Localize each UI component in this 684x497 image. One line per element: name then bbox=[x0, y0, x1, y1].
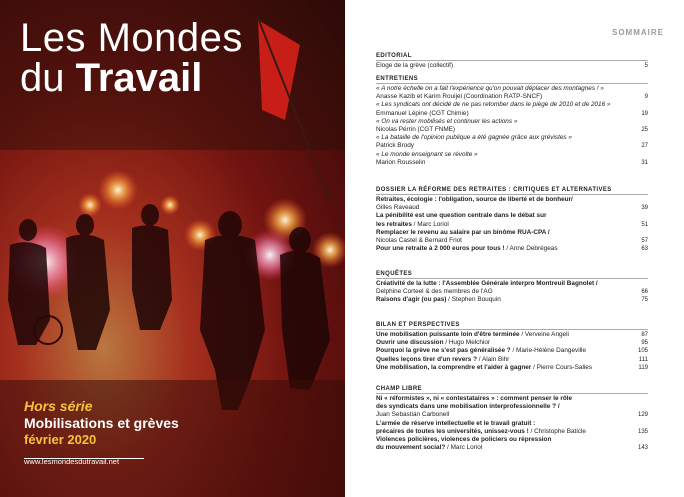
entry-text: Ouvrir une discussion bbox=[376, 339, 444, 347]
toc-entry[interactable]: Retraites, écologie : l'obligation, source de liberté et de bonheur/ bbox=[376, 196, 573, 203]
title-word-du: du bbox=[20, 56, 65, 100]
section-editorial bbox=[376, 53, 648, 70]
separator: / bbox=[510, 347, 517, 355]
toc-entry[interactable] bbox=[376, 245, 648, 253]
entry-text: Pourquoi la grève ne s'est pas généralisée ? bbox=[376, 347, 511, 355]
entry-author: Juan Sebastián Carbonell bbox=[376, 411, 450, 419]
separator: / bbox=[445, 444, 451, 452]
section-champ-libre bbox=[376, 386, 648, 452]
entry-text: précaires de toutes les universités, unissez-vous ! bbox=[376, 427, 529, 435]
toc-entry-author bbox=[376, 411, 648, 419]
entry-author: Nicolas Pérrin (CGT FNME) bbox=[376, 126, 456, 134]
table-of-contents bbox=[376, 0, 676, 497]
toc-entry[interactable] bbox=[376, 296, 648, 304]
toc-entry-cont: des syndicats dans une mobilisation interprofessionnelle ? / bbox=[376, 403, 560, 411]
page-number: 75 bbox=[641, 297, 648, 304]
toc-entry[interactable]: Violences policières, violences de policiers ou répression bbox=[376, 436, 552, 444]
page-number: 119 bbox=[638, 364, 648, 371]
toc-entry-cont bbox=[376, 428, 648, 436]
page-number: 25 bbox=[641, 127, 648, 134]
entry-text: Raisons d'agir (ou pas) bbox=[376, 296, 447, 304]
separator: / bbox=[446, 296, 452, 304]
entry-text: Une mobilisation puissante loin d'être terminée bbox=[376, 331, 520, 338]
page-number: 143 bbox=[637, 445, 648, 452]
section-dossier bbox=[376, 187, 648, 253]
toc-entry[interactable]: Ni « réformistes », ni « contestataires » : comment penser le rôle bbox=[376, 395, 573, 402]
title-line1: Les Mondes bbox=[20, 16, 243, 60]
issue-subtitle: Mobilisations et grèves bbox=[24, 415, 179, 431]
page-number: 31 bbox=[641, 159, 648, 166]
toc-entry-author bbox=[376, 288, 648, 296]
toc-entry-quote[interactable]: « On va rester mobilisés et continuer les actions » bbox=[376, 117, 518, 125]
entry-author: Verveine Angeli bbox=[524, 331, 569, 338]
entry-text: Eloge de la grève (collectif) bbox=[376, 62, 454, 69]
entry-author: Alain Bihr bbox=[481, 355, 510, 363]
toc-entry[interactable] bbox=[376, 356, 648, 364]
page-number: 27 bbox=[641, 143, 648, 150]
page-number: 66 bbox=[641, 289, 648, 296]
website-url[interactable]: www.lesmondesdutravail.net bbox=[24, 457, 120, 466]
toc-entry-quote[interactable]: « Les syndicats ont décidé de ne pas retomber dans le piège de 2010 et de 2016 » bbox=[376, 101, 611, 109]
entry-author: Anne Debrégeas bbox=[509, 245, 558, 253]
page-number: 51 bbox=[641, 221, 648, 228]
entry-text: Quelles leçons tirer d'un revers ? bbox=[376, 355, 477, 363]
page-number: 105 bbox=[637, 348, 648, 355]
page-number: 63 bbox=[641, 246, 648, 253]
toc-entry[interactable] bbox=[376, 339, 648, 347]
entry-author: Patrick Brody bbox=[376, 142, 415, 150]
page-number: 87 bbox=[641, 332, 648, 338]
series-label: Hors série bbox=[24, 398, 93, 414]
title-line2 bbox=[20, 58, 243, 98]
toc-entry[interactable] bbox=[376, 331, 648, 339]
page-number: 5 bbox=[644, 63, 648, 69]
page-number: 9 bbox=[644, 94, 648, 101]
section-title: EDITORIAL bbox=[376, 53, 648, 61]
entry-author: Marie-Hélène Dangeville bbox=[516, 347, 587, 355]
separator: / bbox=[476, 355, 482, 363]
section-title: ENQUÊTES bbox=[376, 271, 648, 279]
entry-author: Delphine Corteel & des membres de l'AG bbox=[376, 288, 493, 296]
separator: / bbox=[528, 427, 535, 435]
entry-author: Marion Rousselin bbox=[376, 158, 426, 166]
page-number: 39 bbox=[641, 205, 648, 212]
entry-text: du mouvement social? bbox=[376, 444, 446, 452]
separator: / bbox=[411, 220, 418, 228]
toc-entry-author bbox=[376, 93, 648, 101]
toc-entry-author bbox=[376, 126, 648, 134]
section-title: BILAN ET PERSPECTIVES bbox=[376, 322, 648, 330]
page-number: 95 bbox=[641, 340, 648, 347]
toc-entry-cont bbox=[376, 444, 648, 452]
separator: / bbox=[519, 331, 525, 338]
entry-author: Emmanuel Lépine (CGT Chimie) bbox=[376, 109, 469, 117]
title-word-travail: Travail bbox=[75, 56, 203, 100]
entry-author: Gilles Raveaud bbox=[376, 204, 420, 212]
page-number: 19 bbox=[641, 110, 648, 117]
cover-divider bbox=[24, 458, 144, 459]
page-number: 135 bbox=[637, 428, 648, 435]
toc-entry[interactable]: La pénibilité est une question centrale dans le débat sur bbox=[376, 212, 547, 220]
toc-entry[interactable]: Remplacer le revenu au salaire par un binôme RUA-CPA / bbox=[376, 228, 550, 236]
toc-entry[interactable]: Créativité de la lutte : l'Assemblée Générale interpro Montreuil Bagnolet / bbox=[376, 280, 598, 287]
page-number: 57 bbox=[641, 238, 648, 245]
toc-entry-quote[interactable]: « La bataille de l'opinion publique a été gagnée grâce aux grévistes » bbox=[376, 134, 572, 142]
issue-date: février 2020 bbox=[24, 432, 97, 447]
cover-issue-info bbox=[24, 398, 179, 466]
entry-author: Marc Loriol bbox=[417, 220, 449, 228]
toc-entry-author bbox=[376, 204, 648, 212]
toc-entry[interactable] bbox=[376, 62, 648, 70]
toc-header: SOMMAIRE bbox=[612, 28, 664, 37]
toc-entry-author bbox=[376, 142, 648, 150]
entry-author: Pierre Cours-Salies bbox=[536, 363, 593, 371]
entry-author: Hugo Melchior bbox=[448, 339, 491, 347]
separator: / bbox=[443, 339, 449, 347]
entry-author: Anasse Kazib et Karim Rouijel (Coordination RATP-SNCF) bbox=[376, 93, 543, 101]
toc-entry-author bbox=[376, 110, 648, 118]
toc-entry-author bbox=[376, 159, 648, 167]
toc-entry-cont bbox=[376, 221, 648, 229]
magazine-title bbox=[20, 18, 243, 98]
toc-entry-quote[interactable]: « A notre échelle on a fait l'expérience qu'on pouvait déplacer des montagnes ! » bbox=[376, 85, 604, 92]
section-bilan bbox=[376, 322, 648, 372]
entry-author: Nicolas Castel & Bernard Friot bbox=[376, 237, 462, 245]
entry-author: Marc Loriol bbox=[450, 444, 483, 452]
toc-entry-quote[interactable]: « Le monde enseignant se révolte » bbox=[376, 150, 478, 158]
entry-text: Pour une retraite à 2 000 euros pour tous ! bbox=[376, 245, 505, 253]
section-title: CHAMP LIBRE bbox=[376, 386, 648, 394]
toc-entry[interactable] bbox=[376, 347, 648, 355]
entry-author: Christophe Baticle bbox=[534, 427, 586, 435]
entry-author: Stephen Bouquin bbox=[451, 296, 501, 304]
section-enquetes bbox=[376, 271, 648, 305]
page-number: 129 bbox=[637, 412, 648, 419]
section-entretiens bbox=[376, 76, 648, 167]
section-title: DOSSIER LA RÉFORME DES RETRAITES : CRITIQUES ET ALTERNATIVES bbox=[376, 187, 648, 195]
toc-entry[interactable] bbox=[376, 364, 648, 372]
entry-text: Une mobilisation, la comprendre et l'aider à gagner bbox=[376, 363, 532, 371]
separator: / bbox=[531, 363, 537, 371]
page-number: 111 bbox=[638, 356, 648, 363]
toc-entry-author bbox=[376, 237, 648, 245]
section-title: ENTRETIENS bbox=[376, 76, 648, 84]
toc-entry[interactable]: L'armée de réserve intellectuelle et le travail gratuit : bbox=[376, 419, 536, 427]
separator: / bbox=[504, 245, 510, 253]
entry-text: les retraites bbox=[376, 220, 412, 228]
